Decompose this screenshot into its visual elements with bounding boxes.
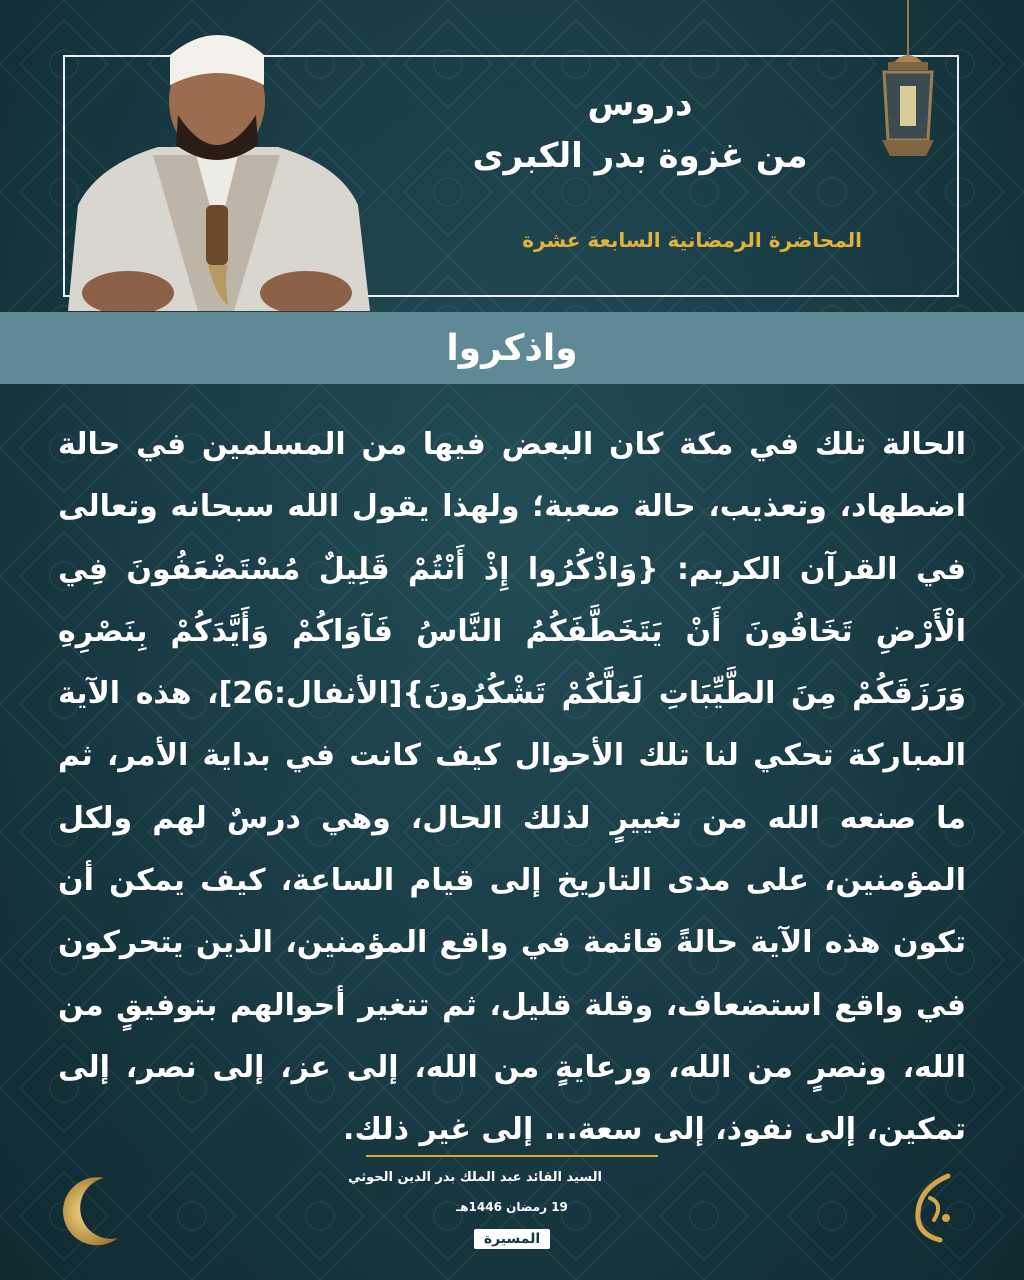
footer-divider — [366, 1155, 658, 1157]
header-title — [420, 80, 860, 182]
lecture-date: 19 رمضان 1446هـ — [456, 1200, 568, 1214]
crescent-icon — [52, 1172, 132, 1252]
title-line-1: دروس — [587, 84, 693, 124]
ramadan-calligraphy-icon — [900, 1168, 962, 1248]
quote-paragraph: الحالة تلك في مكة كان البعض فيها من المسلمين في حالة اضطهاد، وتعذيب، حالة صعبة؛ ولهذا يقول الله سبحانه وتعالى في القرآن الكريم: {وَاذْكُرُوا إِذْ أَنْتُمْ قَلِيلٌ مُسْتَضْعَفُونَ فِي الْأَرْضِ تَخَافُونَ أَنْ يَتَخَطَّفَكُمُ النَّاسُ فَآوَاكُمْ وَأَيَّدَكُمْ بِنَصْرِهِ وَرَزَقَكُمْ مِنَ الطَّيِّبَاتِ لَعَلَّكُمْ تَشْكُرُونَ}[الأنفال:26]، هذه الآية المباركة تحكي لنا تلك الأحوال كيف كانت في بداية الأمر، ثم ما صنعه الله من تغييرٍ لذلك الحال، وهي درسٌ لهم ولكل المؤمنين، على مدى التاريخ إلى قيام الساعة، كيف يمكن أن تكون هذه الآية حالةً قائمة في واقع المؤمنين، الذين يتحركون في واقع استضعاف، وقلة قليل، ثم تتغير أحوالهم بتوفيقٍ من الله، ونصرٍ من الله، ورعايةٍ من الله، إلى عز، إلى نصر، إلى تمكين، إلى نفوذ، إلى سعة... إلى غير ذلك. — [58, 427, 966, 1148]
section-title: واذكروا — [446, 327, 578, 369]
lantern-icon — [868, 0, 948, 170]
section-banner — [0, 312, 1024, 384]
author-name: السيد القائد عبد الملك بدر الدين الحوثي — [348, 1170, 602, 1185]
publisher-logo: المسيرة — [474, 1229, 550, 1249]
lecture-subtitle: المحاضرة الرمضانية السابعة عشرة — [522, 228, 862, 252]
speaker-portrait — [58, 15, 376, 311]
title-line-2: من غزوة بدر الكبرى — [472, 136, 808, 176]
